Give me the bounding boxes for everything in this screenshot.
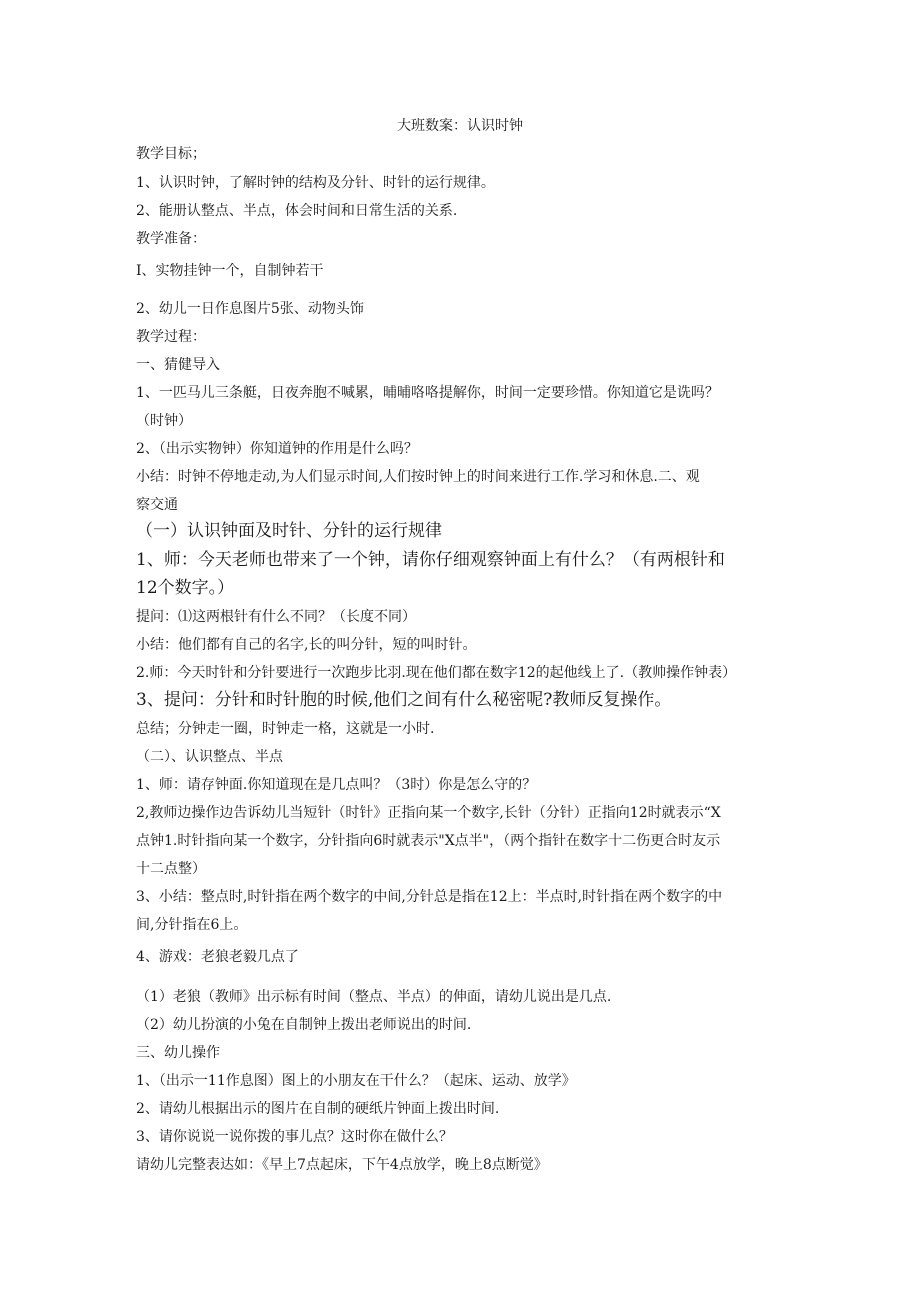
text-line-large: 1、师：今天老师也带来了一个钟，请你仔细观察钟面上有什么？（有两根针和 <box>136 550 725 570</box>
text-line: 2.师：今天时针和分针要进行一次跑步比羽.现在他们都在数字12的起他线上了.（教帅操作钟表） <box>136 665 737 681</box>
text-line: 察交通 <box>136 497 178 513</box>
document-title: 大班数案：认识时钟 <box>397 118 523 134</box>
text-line: 十二点整） <box>136 861 206 877</box>
text-line-large: 12个数字。） <box>136 578 235 598</box>
text-line: 1、（出示一11作息图）图上的小朋友在干什么？（起床、运动、放学》 <box>136 1073 576 1089</box>
text-line: 2,教师边操作边告诉幼儿当短针（时针》正指向某一个数字,长针（分针）正指向12时就表示“X <box>136 805 721 821</box>
text-line-large: 3、提问：分针和时针胞的时候,他们之间有什么秘密呢?教师反复操作。 <box>136 690 672 710</box>
text-line: 4、游戏：老狼老毅几点了 <box>136 949 299 965</box>
text-line: 间,分针指在6上。 <box>136 917 248 933</box>
text-line: 3、小结：整点时,时针指在两个数字的中间,分针总是指在12上：半点时,时针指在两个数字的中 <box>136 889 723 905</box>
text-line: 1、认识时钟，了解时钟的结构及分针、时针的运行规律。 <box>136 175 495 191</box>
text-line: 1、一匹马儿三条艇，日夜奔胞不喊累，晡晡咯咯提解你，时间一定要珍惜。你知道它是诜吗？ <box>136 385 719 401</box>
text-line: 请幼儿完整表达如：《早上7点起床，下午4点放学，晚上8点断觉》 <box>136 1157 548 1173</box>
text-line: 3、请你说说一说你拨的事儿点？这时你在做什么？ <box>136 1129 453 1145</box>
section-heading: （二）、认识整点、半点 <box>136 749 283 765</box>
text-line: 一、猜健导入 <box>136 357 220 373</box>
text-line: 点钟1.时针指向某一个数字，分针指向6时就表示"X点半"，（两个指针在数字十二伤更合时友示 <box>136 833 721 849</box>
text-line: 教学过程： <box>136 329 206 345</box>
text-line: 教学目标； <box>136 146 206 162</box>
text-line: 小结：时钟不停地走动,为人们显示时间,人们按时钟上的时间来进行工作.学习和休息.二、观 <box>136 469 700 485</box>
text-line: 1、师：请存钟面.你知道现在是几点叫？（3时）你是怎么守的？ <box>136 777 537 793</box>
text-line: 2、（出示实物钟）你知道钟的作用是什么吗？ <box>136 441 418 457</box>
text-line: 2、幼儿一日作息图片5张、动物头饰 <box>136 301 364 317</box>
text-line: I、实物挂钟一个，自制钟若干 <box>136 263 324 279</box>
text-line: （时钟） <box>136 413 192 429</box>
text-line: 教学准备： <box>136 231 206 247</box>
text-line: 提问：⑴这两根针有什么不同？（长度不同） <box>136 609 416 625</box>
text-line: （1）老狼（教师》出示标有时间（整点、半点）的伸面，请幼儿说出是几点. <box>136 989 612 1005</box>
text-line: 小结：他们都有自己的名字,长的叫分针，短的叫时针。 <box>136 637 477 653</box>
text-line: （2）幼儿扮演的小兔在自制钟上拨出老师说出的时间. <box>136 1017 472 1033</box>
text-line: 2、能册认整点、半点，体会时间和日常生活的关系. <box>136 203 458 219</box>
text-line: 2、请幼儿根据出示的图片在自制的硬纸片钟面上拨出时间. <box>136 1101 500 1117</box>
text-line: 总结；分钟走一圈，时钟走一格，这就是一小时. <box>136 721 435 737</box>
section-heading: （一）认识钟面及时针、分针的运行规律 <box>136 521 442 541</box>
section-heading: 三、幼儿操作 <box>136 1045 220 1061</box>
